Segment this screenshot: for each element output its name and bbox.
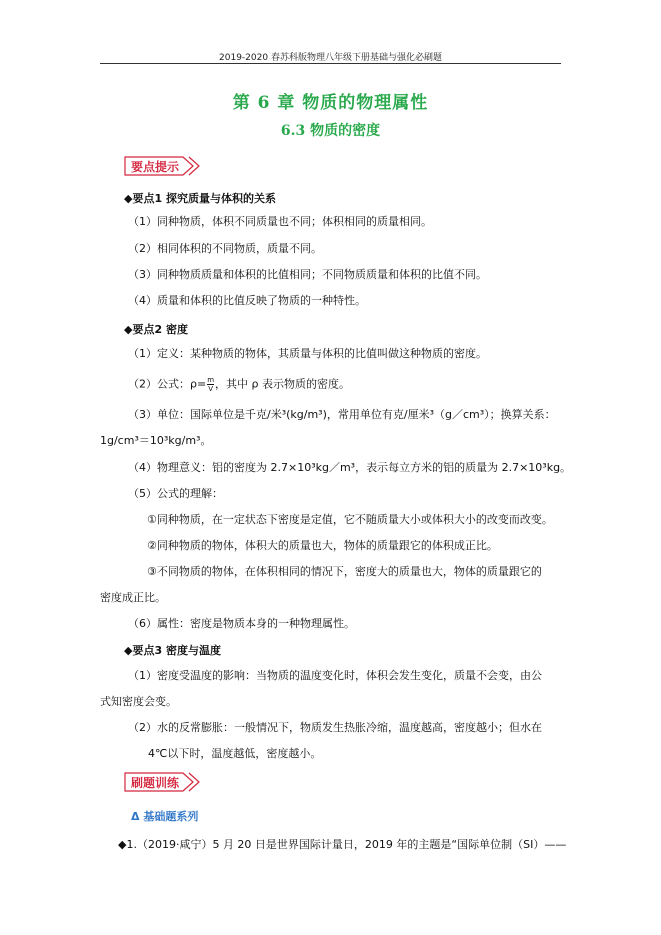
kp1-heading: ◆要点1 探究质量与体积的关系 [124, 192, 276, 205]
kp1-line: （4）质量和体积的比值反映了物质的一种特性。 [128, 294, 366, 307]
chapter-title: 第 6 章 物质的物理属性 [232, 93, 429, 113]
kp3-line: （1）密度受温度的影响：当物质的温度变化时，体积会发生变化，质量不会变，由公 [128, 669, 542, 682]
kp2-heading: ◆要点2 密度 [124, 323, 188, 336]
question-1: ◆1.（2019·咸宁）5 月 20 日是世界国际计量日，2019 年的主题是“国际单位制（SI）—— [118, 838, 567, 851]
kp1-line: （2）相同体积的不同物质，质量不同。 [128, 242, 322, 255]
formula-fraction [207, 376, 214, 393]
formula-suffix: ，其中 ρ 表示物质的密度。 [215, 377, 351, 391]
kp2-attribute: （6）属性：密度是物质本身的一种物理属性。 [128, 617, 355, 630]
kp2-understand-item: ②同种物质的物体，体积大的质量也大，物体的质量跟它的体积成正比。 [147, 539, 498, 552]
basic-series-heading: Δ 基础题系列 [131, 810, 199, 823]
kp1-line: （3）同种物质质量和体积的比值相同；不同物质质量和体积的比值不同。 [128, 268, 487, 281]
keypoints-tag [123, 155, 201, 177]
formula-denominator: V [208, 385, 214, 393]
formula-prefix: （2）公式：ρ= [128, 377, 207, 391]
kp3-heading: ◆要点3 密度与温度 [124, 644, 221, 657]
kp1-line: （1）同种物质，体积不同质量也不同；体积相同的质量相同。 [128, 215, 432, 228]
kp2-formula [128, 376, 350, 393]
practice-tag [123, 771, 201, 793]
page-header: 2019-2020 春苏科版物理八年级下册基础与强化必刷题 [219, 53, 442, 63]
kp3-line: （2）水的反常膨胀：一般情况下，物质发生热胀冷缩，温度越高，密度越小；但水在 [128, 721, 542, 734]
kp2-understand-item: ③不同物质的物体，在体积相同的情况下，密度大的质量也大，物体的质量跟它的 [147, 565, 542, 578]
section-title: 6.3 物质的密度 [280, 123, 381, 139]
header-rule [100, 63, 561, 64]
kp2-meaning: （4）物理意义：铝的密度为 2.7×10³kg／m³，表示每立方米的铝的质量为 2.7×10³kg。 [128, 461, 572, 474]
kp3-line-cont: 式知密度会变。 [100, 695, 177, 708]
kp2-unit: （3）单位：国际单位是千克/米³(kg/m³)，常用单位有克/厘米³（g／cm³）；换算关系： [128, 408, 556, 421]
keypoints-label: 要点提示 [131, 160, 180, 174]
practice-label: 刷题训练 [131, 776, 180, 790]
kp2-understand-item: ①同种物质，在一定状态下密度是定值，它不随质量大小或体积大小的改变而改变。 [147, 513, 553, 526]
kp2-unit-cont: 1g/cm³＝10³kg/m³。 [100, 434, 212, 447]
kp2-definition: （1）定义：某种物质的物体，其质量与体积的比值叫做这种物质的密度。 [128, 347, 487, 360]
formula-numerator: m [207, 376, 215, 384]
kp3-line-cont: 4℃以下时，温度越低，密度越小。 [148, 747, 322, 760]
kp2-understand: （5）公式的理解： [128, 487, 223, 500]
kp2-understand-cont: 密度成正比。 [100, 591, 166, 604]
